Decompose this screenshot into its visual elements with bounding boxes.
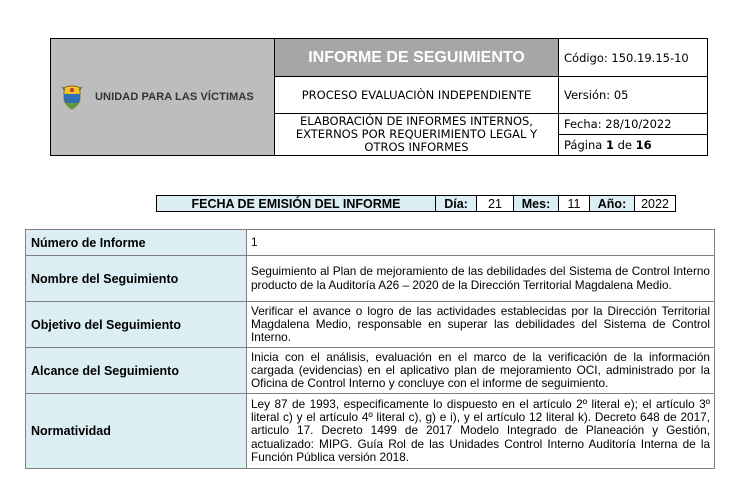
table-row: [26, 302, 715, 348]
month-value: 11: [559, 196, 590, 212]
row-value: Verificar el avance o logro de las actividades establecidas por la Dirección Territorial Magdalena Medio, responsable en superar las debilidades del Sistema de Control Interno.: [247, 302, 715, 348]
year-value: 2022: [635, 196, 676, 212]
day-label: Día:: [436, 196, 477, 212]
row-key: Alcance del Seguimiento: [26, 348, 247, 394]
document-date: Fecha: 28/10/2022: [559, 114, 708, 135]
row-value: Inicia con el análisis, evaluación en el marco de la verificación de la información cargada (evidencias) en el aplicativo plan de mejoramiento OCI, administrado por la Oficina de Control Interno y concluye con el informe de seguimiento.: [247, 348, 715, 394]
page-mid: de: [613, 138, 636, 152]
document-header: [50, 38, 708, 156]
emission-label: FECHA DE EMISIÓN DEL INFORME: [157, 196, 436, 212]
logo-cell: [51, 39, 275, 156]
row-value: Seguimiento al Plan de mejoramiento de las debilidades del Sistema de Control Interno producto de la Auditoría A26 – 2020 de la Dirección Territorial Magdalena Medio.: [247, 256, 715, 302]
row-value: 1: [247, 230, 715, 256]
process-name: PROCESO EVALUACIÒN INDEPENDIENTE: [275, 77, 559, 114]
page-prefix: Página: [564, 138, 606, 152]
document-code: Código: 150.19.15-10: [559, 39, 708, 77]
row-key: Número de Informe: [26, 230, 247, 256]
day-value: 21: [477, 196, 514, 212]
row-key: Nombre del Seguimiento: [26, 256, 247, 302]
row-value: Ley 87 de 1993, especificamente lo dispuesto en el artículo 2º literal e); el artículo 3º literal c) y el artículo 4º literal c), g) e i), y el artículo 12 literal k). Decreto 648 de 2017, articulo 17. Decreto 1499 de 2017 Modelo Integrado de Planeación y Gestión, actualizado: MIPG. Guía Rol de las Unidades Control Interno Auditoría Interna de la Función Pública versión 2018.: [247, 394, 715, 469]
year-label: Año:: [590, 196, 635, 212]
table-row: [26, 348, 715, 394]
month-label: Mes:: [514, 196, 559, 212]
document-version: Versión: 05: [559, 77, 708, 114]
table-row: [26, 256, 715, 302]
table-row: [26, 230, 715, 256]
report-title: INFORME DE SEGUIMIENTO: [275, 39, 559, 77]
page-current: 1: [605, 138, 614, 152]
row-key: Objetivo del Seguimiento: [26, 302, 247, 348]
procedure-name: ELABORACIÓN DE INFORMES INTERNOS, EXTERNOS POR REQUERIMIENTO LEGAL Y OTROS INFORMES: [275, 114, 559, 156]
emission-date-row: [156, 195, 676, 212]
page-total: 16: [635, 138, 652, 152]
table-row: [26, 394, 715, 469]
coat-of-arms-icon: [61, 84, 83, 110]
brand-name: UNIDAD PARA LAS VÍCTIMAS: [95, 91, 254, 103]
report-info-table: [25, 229, 715, 469]
page-number: [559, 135, 708, 156]
row-key: Normatividad: [26, 394, 247, 469]
